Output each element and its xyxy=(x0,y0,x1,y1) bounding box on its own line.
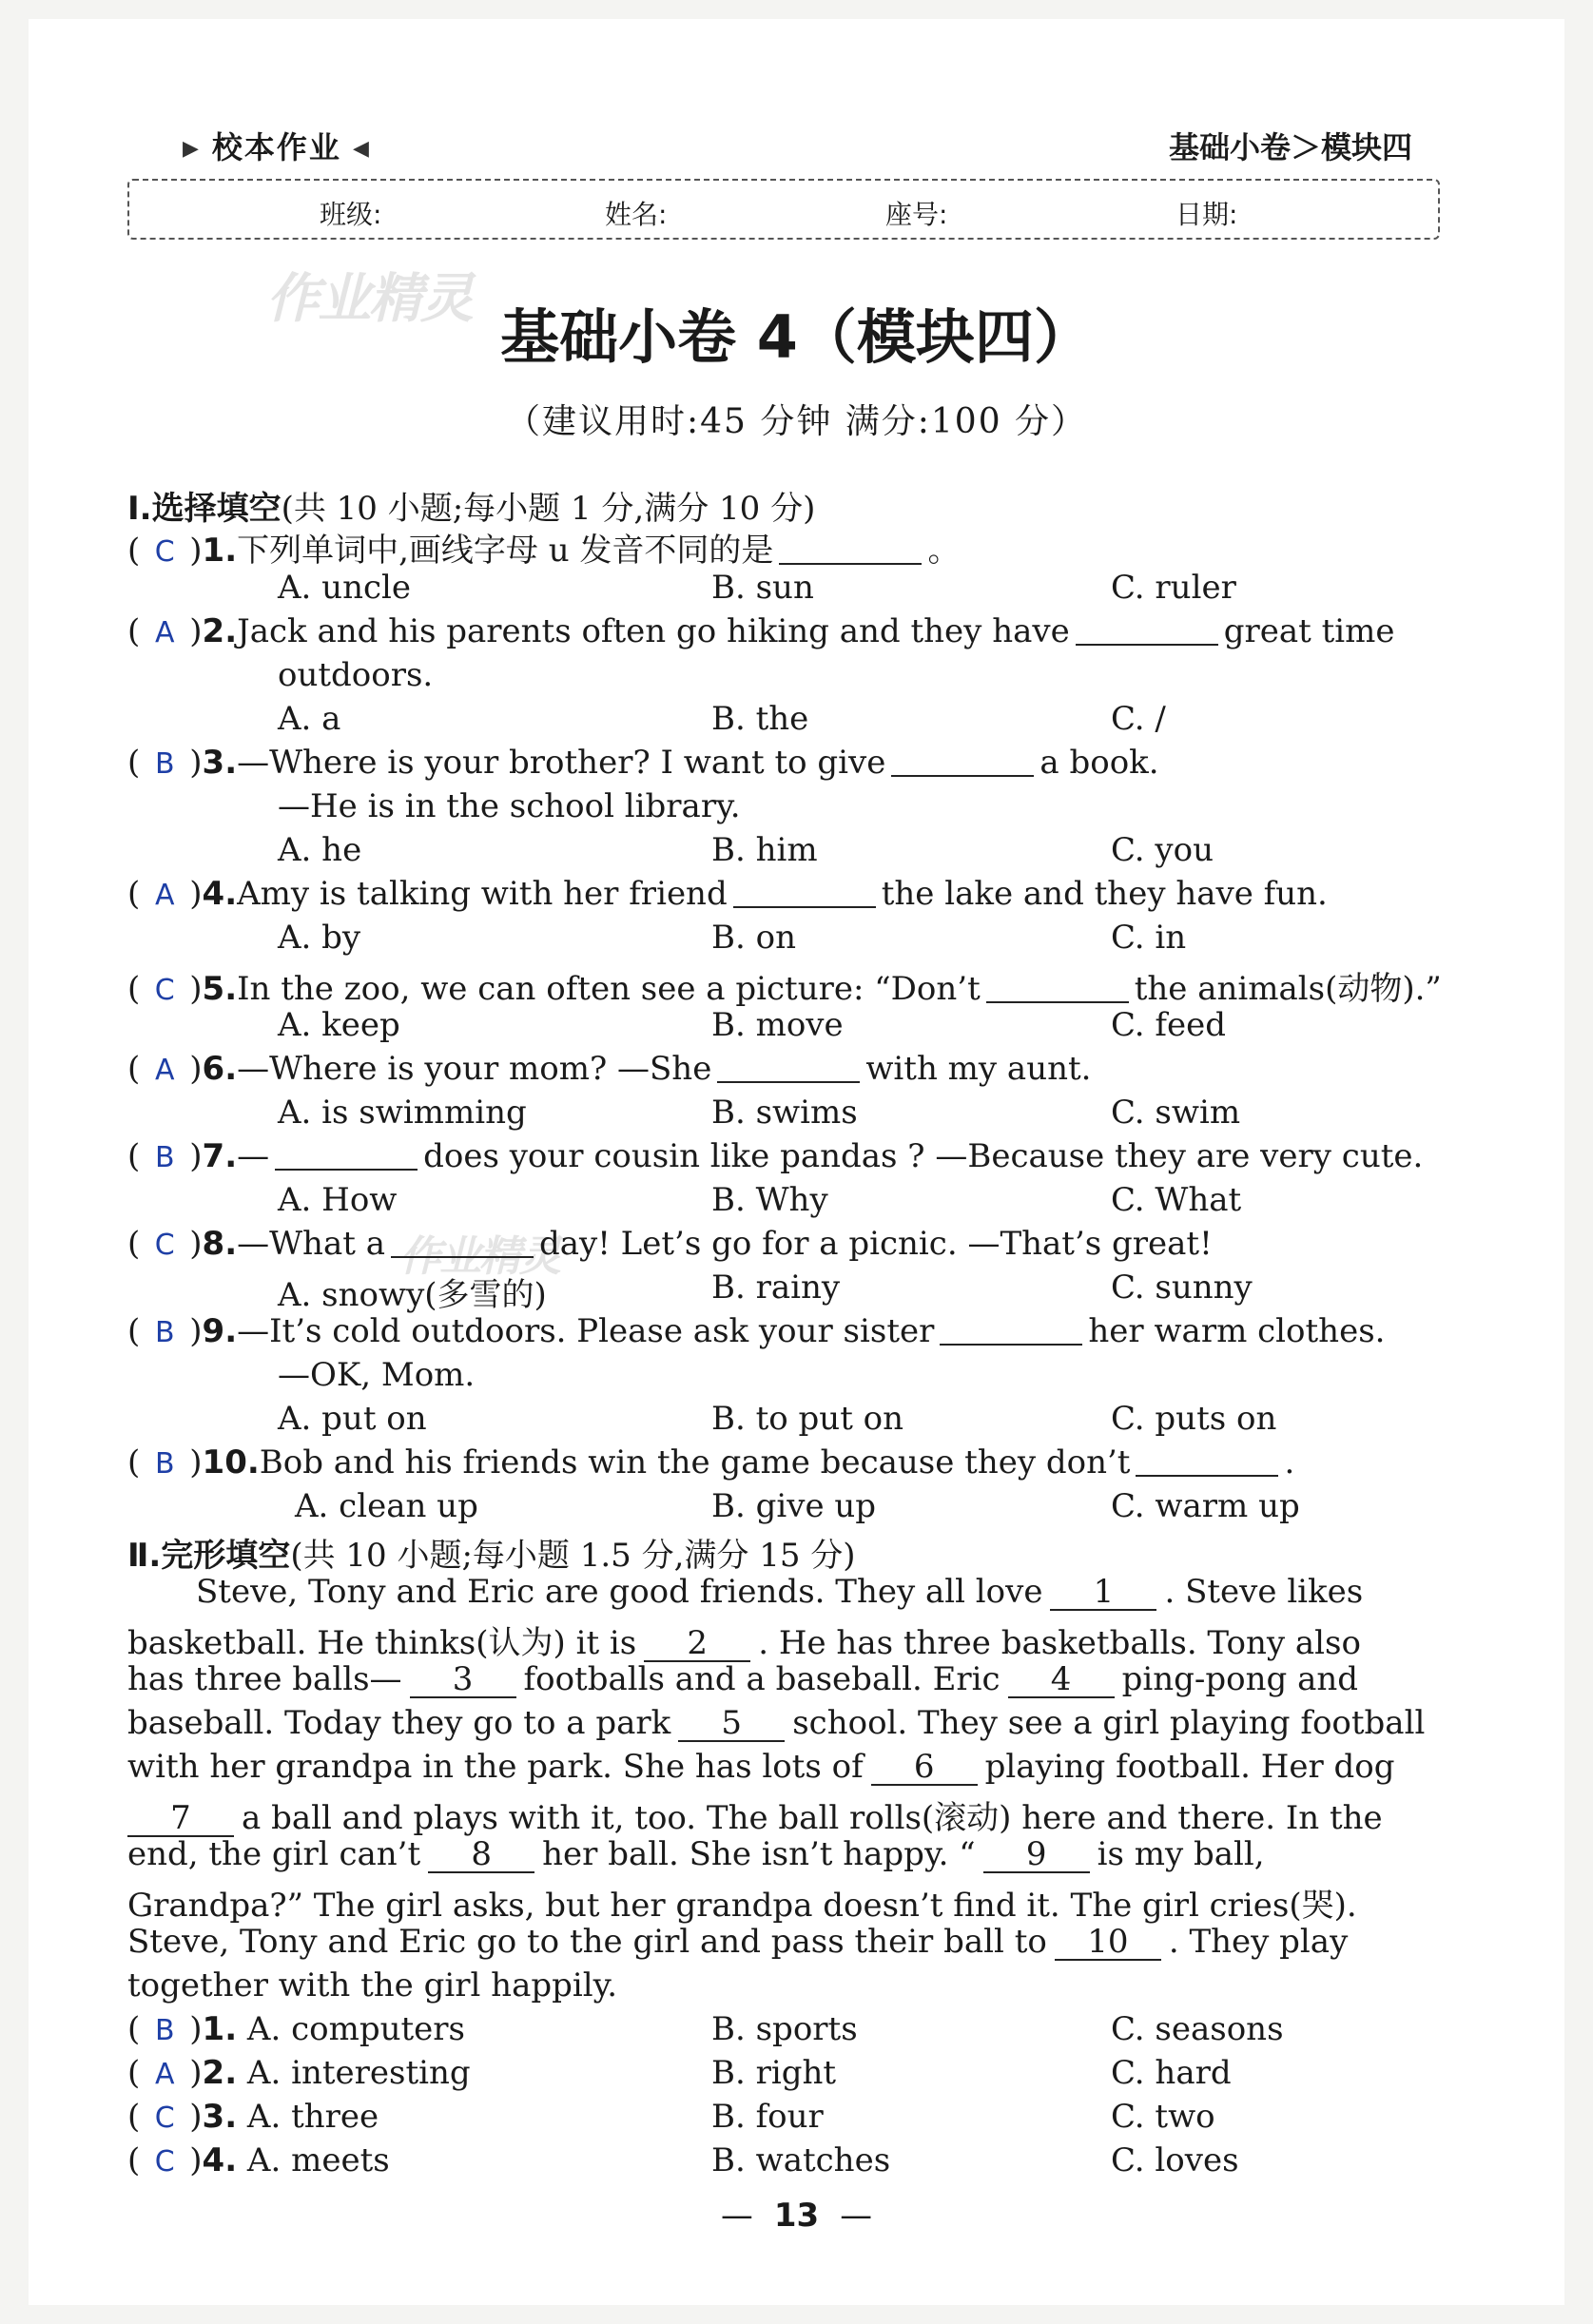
question-number: 2. xyxy=(202,612,238,650)
option-a: A. three xyxy=(246,2098,379,2136)
question-number: 3. xyxy=(202,2098,238,2136)
question-stem: —It’s cold outdoors. Please ask your sister xyxy=(237,1312,935,1350)
question-stem-end: the lake and they have fun. xyxy=(881,875,1328,913)
header-right-label: 基础小卷＞模块四 xyxy=(1168,129,1412,165)
question-number: 1. xyxy=(202,532,238,570)
question-reply: —He is in the school library. xyxy=(278,787,741,825)
passage-text: a ball and plays with it, too. The ball rolls(滚动) here and there. In the xyxy=(242,1799,1383,1837)
question-stem: Jack and his parents often go hiking and they have xyxy=(237,612,1070,650)
question-stem-end: the animals(动物).” xyxy=(1134,970,1442,1008)
passage-text: Steve, Tony and Eric are good friends. They all love xyxy=(196,1573,1043,1611)
passage-text: end, the girl can’t xyxy=(127,1835,421,1873)
question-stem-end: 。 xyxy=(927,532,961,570)
worksheet-page xyxy=(29,19,1564,2305)
answer-blank xyxy=(1076,615,1218,646)
question-number: 8. xyxy=(202,1225,238,1263)
date-label: 日期: xyxy=(1175,199,1238,230)
question-2: ( A )2.Jack and his parents often go hiking and they have great time xyxy=(127,612,1395,650)
question-stem-end: day! Let’s go for a picnic. —That’s great! xyxy=(538,1225,1213,1263)
question-number: 9. xyxy=(202,1312,238,1350)
question-3: ( B )3.—Where is your brother? I want to give a book. xyxy=(127,744,1159,782)
answer-mark: B xyxy=(154,2014,175,2047)
answer-mark: A xyxy=(155,616,175,649)
cloze-question-4: ( C )4. A. meets xyxy=(127,2141,390,2179)
option-c: C. loves xyxy=(1111,2141,1239,2179)
question-number: 1. xyxy=(202,2010,238,2048)
option-c: C. warm up xyxy=(1111,1487,1300,1525)
page-number-value: 13 xyxy=(773,2197,820,2235)
cloze-blank: 9 xyxy=(983,1837,1090,1873)
section2-heading xyxy=(127,1529,856,1576)
cloze-question-2: ( A )2. A. interesting xyxy=(127,2054,471,2092)
passage-text: playing football. Her dog xyxy=(984,1748,1395,1786)
section1-heading xyxy=(127,482,815,529)
question-stem: 下列单词中,画线字母 u 发音不同的是 xyxy=(237,532,774,570)
question-stem-end: her warm clothes. xyxy=(1088,1312,1386,1350)
passage-text: her ball. She isn’t happy. “ xyxy=(542,1835,976,1873)
answer-blank xyxy=(275,1140,418,1171)
question-1: ( C )1.下列单词中,画线字母 u 发音不同的是 。 xyxy=(127,532,961,570)
question-reply: —OK, Mom. xyxy=(278,1356,476,1394)
cloze-blank: 2 xyxy=(644,1626,750,1662)
cloze-blank: 7 xyxy=(127,1801,234,1837)
passage-text: . Steve likes xyxy=(1164,1573,1364,1611)
answer-mark: B xyxy=(154,1141,175,1174)
option-a: A. is swimming xyxy=(278,1094,527,1132)
option-c: C. puts on xyxy=(1111,1400,1277,1438)
section2-title: Ⅱ.完形填空 xyxy=(127,1537,291,1575)
option-b: B. swims xyxy=(711,1094,858,1132)
option-b: B. to put on xyxy=(711,1400,904,1438)
passage-text: footballs and a baseball. Eric xyxy=(523,1660,1000,1698)
question-number: 4. xyxy=(202,875,238,913)
question-8: ( C )8.—What a day! Let’s go for a picnic. —That’s great! xyxy=(127,1225,1213,1263)
option-a: A. he xyxy=(278,831,362,869)
answer-mark: B xyxy=(154,1447,175,1481)
cloze-blank: 5 xyxy=(678,1706,785,1742)
cloze-blank: 8 xyxy=(428,1837,534,1873)
option-a: A. interesting xyxy=(246,2054,471,2092)
question-stem: In the zoo, we can often see a picture: “Don’t xyxy=(237,970,981,1008)
cloze-blank: 3 xyxy=(410,1662,516,1698)
answer-mark: B xyxy=(154,1316,175,1349)
option-a: A. How xyxy=(278,1181,398,1219)
question-stem-continued: outdoors. xyxy=(278,656,434,694)
option-b: B. four xyxy=(711,2098,824,2136)
passage-line-2 xyxy=(127,1617,1361,1663)
question-4: ( A )4.Amy is talking with her friend the lake and they have fun. xyxy=(127,875,1328,913)
cloze-blank: 10 xyxy=(1055,1925,1161,1961)
question-number: 3. xyxy=(202,744,238,782)
answer-blank xyxy=(391,1228,534,1258)
option-c: C. seasons xyxy=(1111,2010,1284,2048)
passage-text: together with the girl happily. xyxy=(127,1966,618,2004)
answer-mark: B xyxy=(154,747,175,781)
passage-line-1 xyxy=(196,1573,1363,1611)
passage-text: has three balls— xyxy=(127,1660,402,1698)
question-stem-end: does your cousin like pandas ? —Because they are very cute. xyxy=(423,1137,1424,1175)
option-a: A. meets xyxy=(246,2141,390,2179)
question-number: 6. xyxy=(202,1050,238,1088)
cloze-blank: 4 xyxy=(1008,1662,1115,1698)
question-number: 5. xyxy=(202,970,238,1008)
passage-text: Grandpa?” The girl asks, but her grandpa doesn’t find it. The girl cries(哭). xyxy=(127,1887,1357,1925)
answer-mark: C xyxy=(154,2101,175,2135)
question-stem: —Where is your brother? I want to give xyxy=(237,744,886,782)
passage-line-9 xyxy=(127,1923,1348,1961)
answer-mark: A xyxy=(155,879,175,912)
question-stem-end: with my aunt. xyxy=(865,1050,1092,1088)
option-a: A. snowy(多雪的) xyxy=(278,1276,547,1314)
option-b: B. give up xyxy=(711,1487,877,1525)
question-10: ( B )10.Bob and his friends win the game because they don’t . xyxy=(127,1443,1295,1482)
question-number: 7. xyxy=(202,1137,238,1175)
option-a: A. computers xyxy=(246,2010,465,2048)
class-label: 班级: xyxy=(320,199,382,230)
option-c: C. ruler xyxy=(1111,569,1236,607)
question-number: 4. xyxy=(202,2141,238,2179)
answer-blank xyxy=(986,973,1129,1003)
question-stem-end: a book. xyxy=(1039,744,1159,782)
page-subtitle: （建议用时:45 分钟 满分:100 分） xyxy=(505,402,1088,441)
question-stem-end: . xyxy=(1284,1443,1295,1482)
answer-mark: A xyxy=(155,1054,175,1087)
option-c: C. hard xyxy=(1111,2054,1232,2092)
passage-text: with her grandpa in the park. She has lots of xyxy=(127,1748,864,1786)
section1-note: (共 10 小题;每小题 1 分,满分 10 分) xyxy=(281,490,816,528)
option-a: A. clean up xyxy=(295,1487,478,1525)
passage-text: school. They see a girl playing football xyxy=(792,1704,1426,1742)
option-a: A. a xyxy=(278,700,341,738)
question-stem: — xyxy=(237,1137,270,1175)
passage-text: baseball. Today they go to a park xyxy=(127,1704,671,1742)
question-stem: Amy is talking with her friend xyxy=(237,875,728,913)
option-b: B. right xyxy=(711,2054,837,2092)
header-left xyxy=(171,124,382,167)
option-b: B. watches xyxy=(711,2141,891,2179)
page-number xyxy=(29,2197,1564,2235)
passage-text: . He has three basketballs. Tony also xyxy=(758,1624,1361,1662)
passage-text: basketball. He thinks(认为) it is xyxy=(127,1624,637,1662)
answer-mark: A xyxy=(155,2058,175,2091)
passage-line-8 xyxy=(127,1879,1357,1926)
question-stem: —What a xyxy=(237,1225,385,1263)
answer-blank xyxy=(717,1053,860,1083)
question-number: 2. xyxy=(202,2054,238,2092)
option-b: B. him xyxy=(711,831,818,869)
page-dash-left: — xyxy=(720,2197,753,2235)
option-b: B. the xyxy=(711,700,809,738)
question-7: ( B )7.— does your cousin like pandas ? —Because they are very cute. xyxy=(127,1137,1424,1175)
option-b: B. sun xyxy=(711,569,814,607)
option-b: B. Why xyxy=(711,1181,828,1219)
option-c: C. sunny xyxy=(1111,1269,1253,1307)
option-c: C. in xyxy=(1111,919,1187,957)
triangle-left-icon: ◀ xyxy=(352,137,371,161)
answer-blank xyxy=(1136,1446,1278,1477)
option-c: C. two xyxy=(1111,2098,1215,2136)
watermark-top: 作业精灵 xyxy=(266,268,472,330)
option-c: C. swim xyxy=(1111,1094,1241,1132)
question-6: ( A )6.—Where is your mom? —She with my aunt. xyxy=(127,1050,1092,1088)
question-stem: —Where is your mom? —She xyxy=(237,1050,712,1088)
page-title: 基础小卷 4（模块四） xyxy=(500,302,1093,372)
header-left-label: 校本作业 xyxy=(211,129,341,165)
question-9: ( B )9.—It’s cold outdoors. Please ask your sister her warm clothes. xyxy=(127,1312,1386,1350)
passage-line-7 xyxy=(127,1835,1265,1873)
answer-mark: C xyxy=(154,974,175,1007)
option-a: A. put on xyxy=(278,1400,427,1438)
passage-text: is my ball, xyxy=(1097,1835,1265,1873)
passage-line-4 xyxy=(127,1704,1425,1742)
answer-mark: C xyxy=(154,1229,175,1262)
option-c: C. / xyxy=(1111,700,1166,738)
option-c: C. you xyxy=(1111,831,1214,869)
watermark-middle: 作业精灵 xyxy=(399,1232,559,1281)
cloze-blank: 6 xyxy=(871,1750,978,1786)
answer-blank xyxy=(891,746,1034,777)
option-a: A. by xyxy=(278,919,361,957)
answer-blank xyxy=(733,878,876,908)
passage-text: ping-pong and xyxy=(1121,1660,1359,1698)
answer-mark: C xyxy=(154,535,175,569)
option-b: B. move xyxy=(711,1006,844,1044)
option-a: A. keep xyxy=(278,1006,400,1044)
student-info-box xyxy=(127,179,1440,240)
question-stem: Bob and his friends win the game because they don’t xyxy=(259,1443,1131,1482)
answer-blank xyxy=(779,534,922,565)
question-5: ( C )5.In the zoo, we can often see a picture: “Don’t the animals(动物).” xyxy=(127,970,1442,1008)
option-b: B. rainy xyxy=(711,1269,841,1307)
option-c: C. feed xyxy=(1111,1006,1227,1044)
cloze-question-3: ( C )3. A. three xyxy=(127,2098,379,2136)
page-dash-right: — xyxy=(840,2197,873,2235)
option-a: A. uncle xyxy=(278,569,412,607)
name-label: 姓名: xyxy=(605,199,668,230)
option-c: C. What xyxy=(1111,1181,1242,1219)
section1-title: Ⅰ.选择填空 xyxy=(127,490,282,528)
passage-text: . They play xyxy=(1168,1923,1349,1961)
seat-label: 座号: xyxy=(885,199,948,230)
passage-line-6 xyxy=(127,1791,1383,1838)
answer-mark: C xyxy=(154,2145,175,2179)
option-b: B. sports xyxy=(711,2010,858,2048)
passage-text: Steve, Tony and Eric go to the girl and pass their ball to xyxy=(127,1923,1047,1961)
passage-line-10 xyxy=(127,1966,617,2004)
section2-note: (共 10 小题;每小题 1.5 分,满分 15 分) xyxy=(290,1537,856,1575)
answer-blank xyxy=(940,1315,1082,1346)
triangle-right-icon: ▶ xyxy=(183,137,201,161)
question-stem-end: great time xyxy=(1223,612,1395,650)
passage-line-3 xyxy=(127,1660,1358,1698)
passage-line-5 xyxy=(127,1748,1395,1786)
option-b: B. on xyxy=(711,919,796,957)
cloze-question-1: ( B )1. A. computers xyxy=(127,2010,465,2048)
cloze-blank: 1 xyxy=(1050,1575,1156,1611)
question-number: 10. xyxy=(202,1443,260,1482)
